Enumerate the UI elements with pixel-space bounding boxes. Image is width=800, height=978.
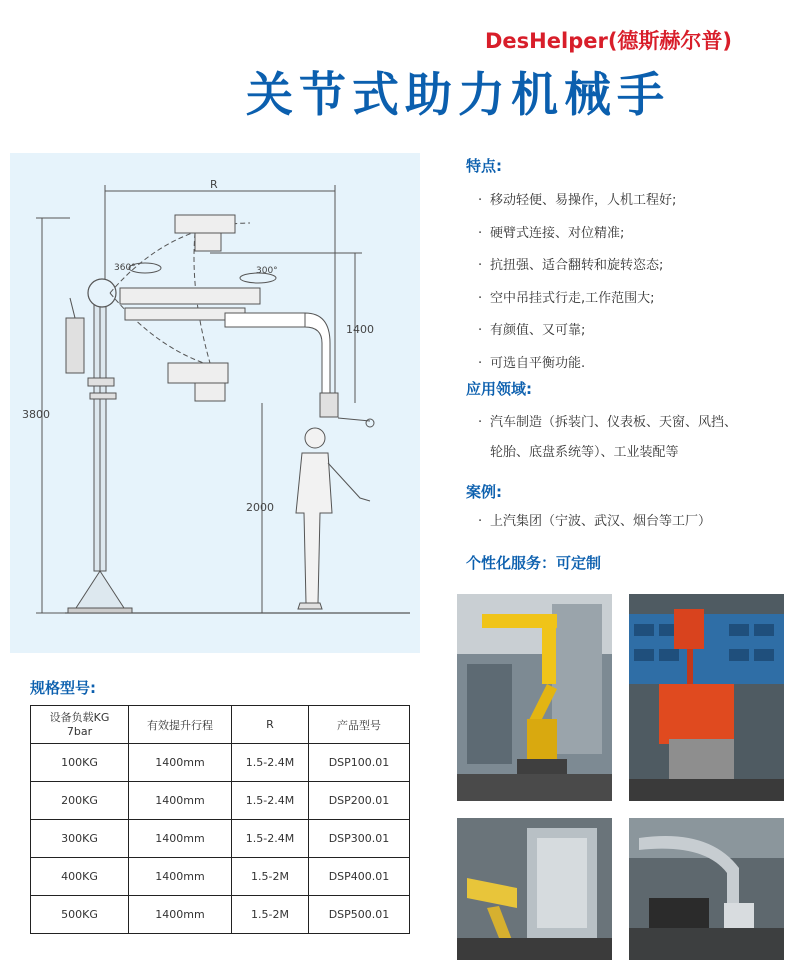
table-cell: DSP200.01 xyxy=(309,782,410,820)
rotation-300-label: 300° xyxy=(256,266,278,276)
table-cell: DSP100.01 xyxy=(309,744,410,782)
list-item: · 可选自平衡功能. xyxy=(478,348,676,381)
dim-2000-label: 2000 xyxy=(246,501,274,514)
service-title: 个性化服务：可定制 xyxy=(466,554,602,572)
table-cell: 1400mm xyxy=(129,896,232,934)
dim-1400-label: 1400 xyxy=(346,323,374,336)
list-item: 轮胎、底盘系统等）、工业装配等 xyxy=(490,445,679,460)
table-cell: 300KG xyxy=(31,820,129,858)
specs-table xyxy=(30,705,410,934)
list-item: · 硬臂式连接、对位精准; xyxy=(478,218,676,251)
features-list xyxy=(478,185,676,380)
photo-yellow-manipulator xyxy=(457,594,612,801)
table-cell: 1400mm xyxy=(129,744,232,782)
table-cell: 200KG xyxy=(31,782,129,820)
table-cell: 1.5-2M xyxy=(232,896,309,934)
page-title: 关节式助力机械手 xyxy=(246,68,670,123)
table-header-row xyxy=(31,706,410,744)
applications-title: 应用领域: xyxy=(466,380,532,398)
table-header-cell: 有效提升行程 xyxy=(129,706,232,744)
table-header-cell: 产品型号 xyxy=(309,706,410,744)
technical-diagram xyxy=(10,153,420,653)
list-item: · 有颜值、又可靠; xyxy=(478,315,676,348)
table-row xyxy=(31,744,410,782)
photo-red-manipulator xyxy=(629,594,784,801)
cases-title: 案例: xyxy=(466,483,502,501)
table-cell: 1.5-2.4M xyxy=(232,820,309,858)
applications-list xyxy=(478,408,737,468)
rotation-360-label: 360° xyxy=(114,263,136,273)
features-title: 特点: xyxy=(466,157,502,175)
cases-list xyxy=(478,510,711,534)
table-row xyxy=(31,820,410,858)
table-header-cell: 设备负载KG 7bar xyxy=(31,706,129,744)
dim-r-label: R xyxy=(210,178,218,191)
brand-name: DesHelper(德斯赫尔普) xyxy=(485,29,733,53)
list-item: · 上汽集团（宁波、武汉、烟台等工厂） xyxy=(478,510,711,534)
photo-gripper-arm xyxy=(457,818,612,960)
list-item: · 汽车制造（拆装门、仪表板、天窗、风挡、 xyxy=(478,408,737,438)
table-row xyxy=(31,782,410,820)
table-row xyxy=(31,896,410,934)
table-cell: DSP400.01 xyxy=(309,858,410,896)
list-item: · 移动轻便、易操作，人机工程好; xyxy=(478,185,676,218)
table-cell: 1400mm xyxy=(129,782,232,820)
table-cell: 100KG xyxy=(31,744,129,782)
table-cell: DSP500.01 xyxy=(309,896,410,934)
list-item: · 空中吊挂式行走,工作范围大; xyxy=(478,283,676,316)
table-cell: 1.5-2.4M xyxy=(232,782,309,820)
photo-pipe-arm xyxy=(629,818,784,960)
table-header-cell: R xyxy=(232,706,309,744)
table-cell: 1400mm xyxy=(129,858,232,896)
table-row xyxy=(31,858,410,896)
specs-title: 规格型号: xyxy=(30,679,96,697)
table-cell: 400KG xyxy=(31,858,129,896)
table-cell: 1.5-2.4M xyxy=(232,744,309,782)
list-item: · 抗扭强、适合翻转和旋转恣态; xyxy=(478,250,676,283)
table-cell: 1.5-2M xyxy=(232,858,309,896)
table-cell: 500KG xyxy=(31,896,129,934)
table-cell: 1400mm xyxy=(129,820,232,858)
table-cell: DSP300.01 xyxy=(309,820,410,858)
dim-3800-label: 3800 xyxy=(22,408,50,421)
